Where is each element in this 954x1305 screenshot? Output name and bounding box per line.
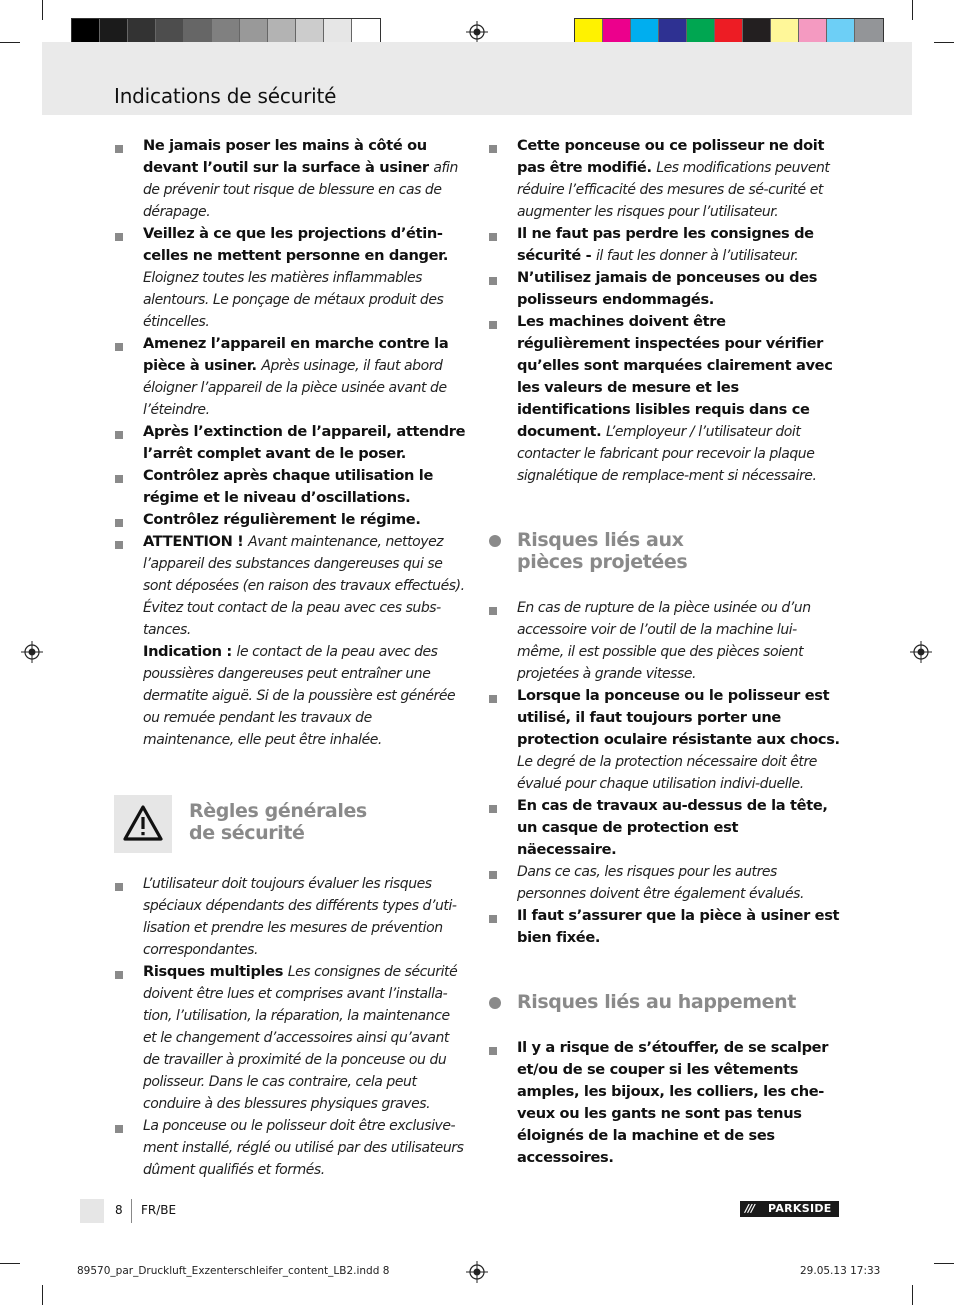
crop-mark (912, 0, 913, 20)
list-item (488, 597, 840, 685)
item-italic-text: Le degré de la protection nécessaire doit être évalué pour chaque utilisation indivi-duelle. (517, 754, 817, 792)
item-note-text: le contact de la peau avec des poussières dangereuses peut entraîner une dermatite aiguë. Si de la poussière est générée ou remuée pendant les travaux de maintenance, elle peut être inhalée. (143, 644, 456, 748)
item-bold-text: Veillez à ce que les projections d’étin-celles ne mettent personne en danger. (143, 225, 449, 264)
bullet-square-icon (489, 695, 497, 703)
item-bold-text: Risques multiples (143, 963, 284, 980)
section-entanglement-title (488, 991, 840, 1013)
item-bold-text: En cas de travaux au-dessus de la tête, un casque de protection est näecessaire. (517, 797, 828, 858)
item-note-label: Indication : (143, 643, 232, 660)
bullet-square-icon (489, 233, 497, 241)
logo-text: PARKSIDE (768, 1202, 832, 1215)
list-item (488, 267, 840, 311)
list-item (114, 509, 466, 531)
list-item (488, 861, 840, 905)
bullet-square-icon (489, 805, 497, 813)
bullet-square-icon (115, 883, 123, 891)
warning-box (114, 795, 172, 853)
bullet-square-icon (115, 145, 123, 153)
registration-mark-icon (910, 641, 932, 663)
crop-mark (0, 1263, 20, 1264)
crop-mark (0, 42, 20, 43)
bullet-square-icon (489, 321, 497, 329)
page-number-box (80, 1199, 104, 1223)
bullet-square-icon (489, 607, 497, 615)
slug-filename: 89570_par_Druckluft_Exzenterschleifer_content_LB2.indd 8 (77, 1265, 390, 1277)
bullet-square-icon (115, 431, 123, 439)
item-italic-text: Après usinage, il faut abord éloigner l’appareil de la pièce usinée avant de l’éteindre. (143, 358, 447, 418)
item-italic-text: L’utilisateur doit toujours évaluer les risques spéciaux dépendants des différents types d’uti-lisation et prendre les mesures de prévention correspondantes. (143, 876, 457, 958)
bullet-square-icon (489, 1047, 497, 1055)
bullet-square-icon (115, 233, 123, 241)
page-number: 8 (115, 1203, 123, 1217)
left-column (114, 135, 466, 1181)
crop-mark (934, 42, 954, 43)
warning-triangle-icon (114, 795, 172, 853)
section-title-line: Règles générales (189, 800, 367, 822)
item-bold-text: Contrôlez après chaque utilisation le régime et le niveau d’oscillations. (143, 467, 433, 506)
item-italic-text: Eloignez toutes les matières inflammables alentours. Le ponçage de métaux produit des étincelles. (143, 270, 444, 330)
list-item (488, 311, 840, 487)
list-item (114, 873, 466, 961)
registration-mark-icon (466, 1261, 488, 1283)
section-title-line: de sécurité (189, 822, 305, 844)
item-italic-text: Les modifications peuvent réduire l’efficacité des mesures de sé-curité et augmenter les risques pour l’utilisateur. (517, 160, 830, 220)
bullet-square-icon (115, 343, 123, 351)
list-item (114, 1115, 466, 1181)
crop-mark (934, 1263, 954, 1264)
bullet-square-icon (115, 475, 123, 483)
item-bold-text: Contrôlez régulièrement le régime. (143, 511, 421, 528)
item-bold-text: Il ne faut pas perdre les consignes de sécurité - (517, 225, 814, 264)
crop-mark (912, 1285, 913, 1305)
list-item (114, 223, 466, 333)
section-title-line: Risques liés aux (517, 529, 684, 551)
section-general-title (189, 800, 367, 844)
list-item (488, 795, 840, 861)
item-bold-text: Les machines doivent être régulièrement inspectées pour vérifier qu’elles sont marquées clairement avec les valeurs de mesure et les identifications lisibles requis dans ce document. (517, 313, 833, 440)
right-safety-list (488, 135, 840, 487)
bullet-square-icon (115, 1125, 123, 1133)
item-bold-text: Lorsque la ponceuse ou le polisseur est utilisé, il faut toujours porter une protection oculaire résistante aux chocs. (517, 687, 840, 748)
bullet-square-icon (115, 519, 123, 527)
item-bold-text: Après l’extinction de l’appareil, attendre l’arrêt complet avant de le poser. (143, 423, 466, 462)
right-column (488, 135, 840, 1169)
list-item (114, 465, 466, 509)
item-italic-text: Avant maintenance, nettoyez l’appareil des substances dangereuses qui se sont déposées (en raison des travaux effectués). Évitez tout contact de la peau avec ces subs-tances. (143, 534, 465, 638)
registration-mark-icon (21, 641, 43, 663)
list-item (114, 961, 466, 1115)
list-item (488, 905, 840, 949)
item-italic-text: En cas de rupture de la pièce usinée ou d’un accessoire voir de l’outil de la machine lui-même, il est possible que des pièces soient projetées à grande vitesse. (517, 600, 811, 682)
item-italic-text: afin de prévenir tout risque de blessure en cas de dérapage. (143, 160, 458, 220)
item-bold-text: Il y a risque de s’étouffer, de se scalper et/ou de se couper si les vêtements amples, les bijoux, les colliers, les che-veux ou les gants ne sont pas tenus éloignés de la machine et de ses accessoires. (517, 1039, 829, 1166)
item-italic-text: il faut les donner à l’utilisateur. (595, 248, 799, 264)
left-safety-list (114, 135, 466, 751)
bullet-square-icon (489, 871, 497, 879)
bullet-square-icon (115, 541, 123, 549)
crop-mark (42, 0, 43, 20)
bullet-square-icon (489, 277, 497, 285)
list-item (114, 421, 466, 465)
item-bold-text: Il faut s’assurer que la pièce à usiner est bien fixée. (517, 907, 840, 946)
language-code: FR/BE (141, 1203, 177, 1217)
section-title-line: Risques liés au happement (517, 991, 796, 1013)
item-bold-text: ATTENTION ! (143, 533, 244, 550)
parkside-logo (740, 1201, 839, 1217)
slug-date: 29.05.13 17:33 (800, 1265, 881, 1277)
list-item (488, 1037, 840, 1169)
list-item (488, 685, 840, 795)
bullet-dot-icon (489, 535, 501, 547)
list-item (114, 333, 466, 421)
item-italic-text: La ponceuse ou le polisseur doit être exclusive-ment installé, réglé ou utilisé par des utilisateurs dûment qualifiés et formés. (143, 1118, 464, 1178)
item-italic-text: Dans ce cas, les risques pour les autres personnes doivent être également évalués. (517, 864, 804, 902)
section-general-head (114, 795, 466, 853)
list-item (488, 223, 840, 267)
general-safety-list (114, 873, 466, 1181)
crop-mark (42, 1285, 43, 1305)
item-bold-text: Amenez l’appareil en marche contre la pièce à usiner. (143, 335, 449, 374)
list-item (114, 531, 466, 751)
section-title-line: pièces projetées (517, 551, 688, 573)
footer-divider (131, 1199, 132, 1223)
bullet-dot-icon (489, 997, 501, 1009)
item-bold-text: Ne jamais poser les mains à côté ou devant l’outil sur la surface à usiner (143, 137, 429, 176)
item-italic-text: Les consignes de sécurité doivent être lues et comprises avant l’installa-tion, l’utilisation, la réparation, la maintenance et le changement d’accessoires ainsi qu’avant de travailler à proximité de la ponceuse ou du polisseur. Dans le cas contraire, cela peut conduire à des blessures physiques graves. (143, 964, 458, 1112)
registration-mark-icon (466, 21, 488, 43)
list-item (488, 135, 840, 223)
bullet-square-icon (489, 145, 497, 153)
list-item (114, 135, 466, 223)
section-projected-title (488, 529, 840, 573)
item-italic-text: L’employeur / l’utilisateur doit contacter le fabricant pour recevoir la plaque signalétique de remplace-ment si nécessaire. (517, 424, 817, 484)
bullet-square-icon (489, 915, 497, 923)
entanglement-risks-list (488, 1037, 840, 1169)
projected-risks-list (488, 597, 840, 949)
logo-slashes: /// (745, 1202, 755, 1215)
item-bold-text: Cette ponceuse ou ce polisseur ne doit pas être modifié. (517, 137, 825, 176)
page-title: Indications de sécurité (114, 84, 337, 108)
item-bold-text: N’utilisez jamais de ponceuses ou des polisseurs endommagés. (517, 269, 818, 308)
bullet-square-icon (115, 971, 123, 979)
